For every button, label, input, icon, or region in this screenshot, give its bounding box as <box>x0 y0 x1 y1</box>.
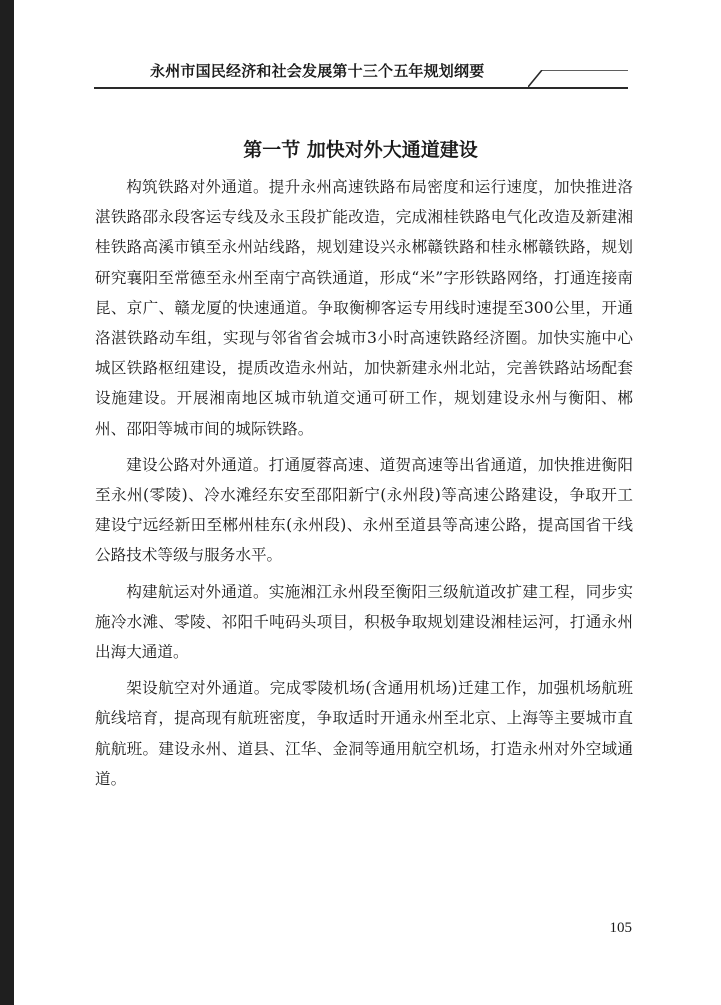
body-text <box>95 172 633 800</box>
paragraph-highway: 建设公路对外通道。打通厦蓉高速、道贺高速等出省通道，加快推进衡阳至永州(零陵)、冷水滩经东安至邵阳新宁(永州段)等高速公路建设，争取开工建设宁远经新田至郴州桂东(永州段)、永州至道县等高速公路，提高国省干线公路技术等级与服务水平。 <box>95 455 633 565</box>
section-title: 第一节 加快对外大通道建设 <box>243 139 478 161</box>
paragraph-railway: 构筑铁路对外通道。提升永州高速铁路布局密度和运行速度，加快推进洛湛铁路邵永段客运专线及永玉段扩能改造，完成湘桂铁路电气化改造及新建湘桂铁路高溪市镇至永州站线路，规划建设兴永郴赣铁路和桂永郴赣铁路，规划研究襄阳至常德至永州至南宁高铁通道，形成“米”字形铁路网络，打通连接南昆、京广、赣龙厦的快速通道。争取衡柳客运专用线时速提至300公里，开通洛湛铁路动车组，实现与邻省省会城市3小时高速铁路经济圈。加快实施中心城区铁路枢纽建设，提质改造永州站，加快新建永州北站，完善铁路站场配套设施建设。开展湘南地区城市轨道交通可研工作，规划建设永州与衡阳、郴州、邵阳等城市间的城际铁路。 <box>95 178 633 438</box>
page-number: 105 <box>609 920 632 936</box>
header-rule <box>94 87 628 89</box>
running-header-title: 永州市国民经济和社会发展第十三个五年规划纲要 <box>150 62 485 80</box>
paragraph-aviation: 架设航空对外通道。完成零陵机场(含通用机场)迁建工作，加强机场航班航线培育，提高现有航班密度，争取适时开通永州至北京、上海等主要城市直航航班。建设永州、道县、江华、金洞等通用航空机场，打造永州对外空域通道。 <box>95 679 633 788</box>
header-decoration <box>528 70 628 87</box>
paragraph-waterway: 构建航运对外通道。实施湘江永州段至衡阳三级航道改扩建工程，同步实施冷水滩、零陵、祁阳千吨码头项目，积极争取规划建设湘桂运河，打通永州出海大通道。 <box>95 582 633 662</box>
